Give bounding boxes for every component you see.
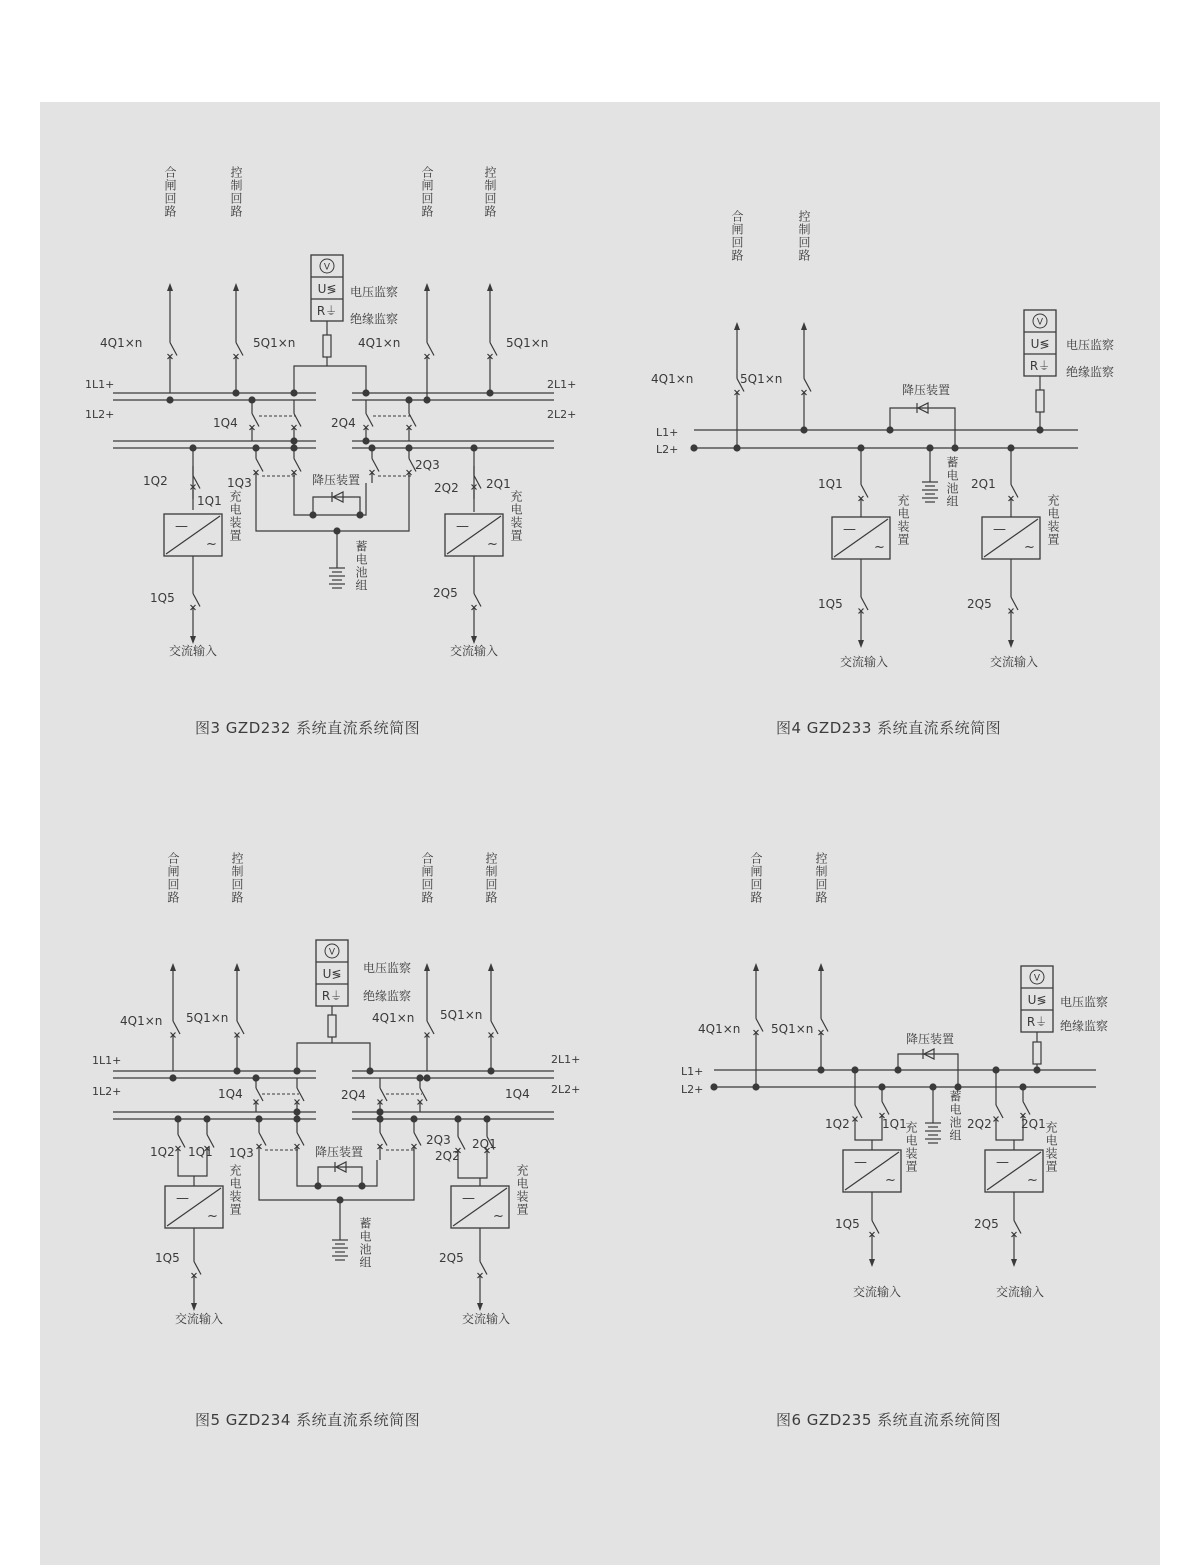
label: 2Q1 [1021, 1117, 1046, 1131]
arrow-up [818, 963, 824, 971]
vertical-label: 充电装置 [1044, 1121, 1058, 1173]
label: 1Q5 [150, 591, 175, 605]
fuse [1036, 390, 1044, 412]
label: 1Q3 [229, 1146, 254, 1160]
switch-blade [259, 1133, 266, 1146]
label: 2Q5 [433, 586, 458, 600]
label: 1Q3 [227, 476, 252, 490]
arrow-up [488, 963, 494, 971]
ac-symbol: ~ [206, 537, 217, 552]
label: L2+ [681, 1083, 704, 1096]
vertical-label: 控制回路 [229, 166, 243, 218]
vertical-label: 合闸回路 [166, 852, 180, 904]
voltmeter-letter: V [1033, 973, 1041, 984]
wire [855, 1130, 882, 1140]
figure-4-gzd233 [651, 209, 1114, 669]
label: 1Q4 [213, 416, 238, 430]
junction-dot [951, 444, 958, 451]
switch-blade [193, 594, 200, 607]
arrow-up [487, 283, 493, 291]
switch-blade [294, 459, 301, 472]
label: 绝缘监察 [1066, 365, 1115, 379]
insulation-meter-label: R⏚ [1026, 1015, 1048, 1029]
junction-dot [166, 396, 173, 403]
dc-symbol: — [176, 1191, 189, 1206]
vertical-label: 充电装置 [896, 494, 910, 546]
vertical-label: 合闸回路 [420, 166, 434, 218]
arrow-up [233, 283, 239, 291]
label: 4Q1×n [372, 1011, 415, 1025]
arrow-up [167, 283, 173, 291]
label: 绝缘监察 [1060, 1019, 1109, 1033]
junction-dot [189, 444, 196, 451]
label: 2Q2 [435, 1149, 460, 1163]
switch-blade [756, 1019, 763, 1032]
junction-dot [376, 1115, 383, 1122]
switch-blade [380, 1133, 387, 1146]
label: 交流输入 [461, 1312, 511, 1326]
switch-blade [480, 1262, 487, 1275]
label: 2Q3 [415, 458, 440, 472]
switch-blade [409, 414, 416, 427]
junction-dot [690, 444, 697, 451]
wire [259, 1160, 414, 1200]
label: 5Q1×n [771, 1022, 814, 1036]
label: 5Q1×n [506, 336, 549, 350]
ac-symbol: ~ [207, 1209, 218, 1224]
label: 1L1+ [85, 378, 115, 391]
switch-blade [855, 1105, 862, 1118]
wire [297, 1160, 377, 1186]
dc-symbol: — [462, 1191, 475, 1206]
label: 交流输入 [174, 1312, 224, 1326]
junction-dot [423, 396, 430, 403]
ac-symbol: ~ [493, 1209, 504, 1224]
arrow-up [424, 283, 430, 291]
switch-blade [490, 343, 497, 356]
figure-3-caption: 图3 GZD232 系统直流系统简图 [195, 719, 421, 737]
switch-blade [237, 1021, 244, 1034]
vertical-label: 蓄电池组 [945, 456, 959, 508]
label: 5Q1×n [253, 336, 296, 350]
label: 2Q5 [439, 1251, 464, 1265]
junction-dot [929, 1083, 936, 1090]
switch-blade [1023, 1102, 1030, 1115]
junction-dot [232, 389, 239, 396]
arrow-down [858, 640, 864, 648]
label: 降压装置 [312, 473, 361, 487]
junction-dot [405, 444, 412, 451]
label: 4Q1×n [100, 336, 143, 350]
switch-blade [1011, 597, 1018, 610]
figure-4-caption: 图4 GZD233 系统直流系统简图 [776, 719, 1002, 737]
label: 1Q5 [818, 597, 843, 611]
switch-blade [821, 1019, 828, 1032]
switch-blade [804, 379, 811, 392]
vertical-label: 充电装置 [228, 1164, 242, 1216]
figure-6-gzd235 [681, 851, 1108, 1299]
insulation-meter-label: R⏚ [321, 989, 343, 1003]
switch-blade [366, 414, 373, 427]
junction-dot [487, 1067, 494, 1074]
label: 2Q1 [472, 1137, 497, 1151]
figure-5-gzd234 [92, 851, 580, 1326]
junction-dot [309, 511, 316, 518]
junction-dot [233, 1067, 240, 1074]
arrow-up [753, 963, 759, 971]
label: 降压装置 [901, 383, 951, 397]
junction-dot [733, 444, 740, 451]
junction-dot [290, 389, 297, 396]
label: 5Q1×n [440, 1008, 483, 1022]
label: 4Q1×n [120, 1014, 163, 1028]
arrow-down [1011, 1259, 1017, 1267]
label: 交流输入 [449, 644, 499, 658]
switch-blade [414, 1133, 421, 1146]
label: 2Q5 [974, 1217, 999, 1231]
label: 交流输入 [995, 1285, 1045, 1299]
junction-dot [362, 389, 369, 396]
voltage-meter-label: U≶ [322, 967, 342, 981]
junction-dot [926, 444, 933, 451]
dc-symbol: — [456, 519, 469, 534]
switch-blade [861, 485, 868, 498]
ac-symbol: ~ [1024, 540, 1035, 555]
arrow-up [424, 963, 430, 971]
switch-blade [256, 1088, 263, 1101]
switch-blade [194, 1262, 201, 1275]
label: 2Q4 [341, 1088, 366, 1102]
dc-symbol: — [993, 522, 1006, 537]
junction-dot [800, 426, 807, 433]
label: 2Q2 [967, 1117, 992, 1131]
junction-dot [410, 1115, 417, 1122]
label: 2Q2 [434, 481, 459, 495]
label: 2Q1 [971, 477, 996, 491]
label: 1Q1 [818, 477, 843, 491]
arrow-down [190, 636, 196, 644]
arrow-up [734, 322, 740, 330]
vertical-label: 合闸回路 [163, 166, 177, 218]
ac-symbol: ~ [874, 540, 885, 555]
figure-3-gzd232 [85, 165, 576, 658]
label: 电压监察 [363, 961, 412, 975]
label: 1Q4 [505, 1087, 530, 1101]
vertical-label: 控制回路 [483, 166, 497, 218]
junction-dot [857, 444, 864, 451]
junction-dot [1036, 426, 1043, 433]
vertical-label: 控制回路 [814, 852, 828, 904]
ac-symbol: ~ [1027, 1173, 1038, 1188]
junction-dot [366, 1067, 373, 1074]
switch-blade [297, 1133, 304, 1146]
label: 交流输入 [839, 655, 889, 669]
vertical-label: 蓄电池组 [358, 1217, 372, 1269]
figure-5-caption: 图5 GZD234 系统直流系统简图 [195, 1411, 421, 1429]
label: 5Q1×n [186, 1011, 229, 1025]
junction-dot [376, 1108, 383, 1115]
label: 2Q4 [331, 416, 356, 430]
switch-blade [294, 414, 301, 427]
vertical-label: 合闸回路 [420, 852, 434, 904]
label: 1Q4 [218, 1087, 243, 1101]
junction-dot [293, 1115, 300, 1122]
figure-6-caption: 图6 GZD235 系统直流系统简图 [776, 1411, 1002, 1429]
label: L1+ [656, 426, 679, 439]
junction-dot [1033, 1066, 1040, 1073]
switch-blade [173, 1021, 180, 1034]
switch-blade [252, 414, 259, 427]
switch-blade [170, 343, 177, 356]
fuse [1033, 1042, 1041, 1064]
arrow-down [191, 1303, 197, 1311]
vertical-label: 充电装置 [228, 490, 242, 542]
switch-blade [427, 343, 434, 356]
junction-dot [248, 396, 255, 403]
label: L2+ [656, 443, 679, 456]
label: 2L2+ [547, 408, 577, 421]
insulation-meter-label: R⏚ [316, 304, 338, 318]
switch-blade [1011, 485, 1018, 498]
voltmeter-letter: V [323, 262, 331, 273]
junction-dot [333, 527, 340, 534]
switch-blade [1014, 1221, 1021, 1234]
switch-blade [256, 459, 263, 472]
vertical-label: 充电装置 [904, 1121, 918, 1173]
switch-blade [491, 1021, 498, 1034]
vertical-label: 充电装置 [1046, 494, 1060, 546]
label: 电压监察 [1066, 338, 1115, 352]
junction-dot [252, 444, 259, 451]
junction-dot [710, 1083, 717, 1090]
label: 4Q1×n [358, 336, 401, 350]
label: 交流输入 [168, 644, 218, 658]
junction-dot [358, 1182, 365, 1189]
switch-blade [872, 1221, 879, 1234]
arrow-down [869, 1259, 875, 1267]
label: 交流输入 [852, 1285, 902, 1299]
wire [178, 1164, 207, 1176]
voltmeter-letter: V [1036, 317, 1044, 328]
junction-dot [1007, 444, 1014, 451]
junction-dot [290, 437, 297, 444]
wire [996, 1130, 1023, 1140]
voltage-meter-label: U≶ [1027, 993, 1047, 1007]
wire [313, 497, 360, 515]
label: 1Q5 [155, 1251, 180, 1265]
vertical-label: 蓄电池组 [948, 1090, 962, 1142]
dc-symbol: — [175, 519, 188, 534]
label: 1Q1 [197, 494, 222, 508]
label: 绝缘监察 [363, 989, 412, 1003]
switch-blade [427, 1021, 434, 1034]
label: 电压监察 [350, 285, 399, 299]
wire [256, 483, 409, 531]
label: 2L2+ [551, 1083, 581, 1096]
vertical-label: 控制回路 [484, 852, 498, 904]
junction-dot [894, 1066, 901, 1073]
ac-symbol: ~ [885, 1173, 896, 1188]
voltage-meter-label: U≶ [317, 282, 337, 296]
switch-blade [882, 1102, 889, 1115]
arrow-down [477, 1303, 483, 1311]
junction-dot [470, 444, 477, 451]
arrow-up [170, 963, 176, 971]
dc-symbol: — [996, 1155, 1009, 1170]
voltage-meter-label: U≶ [1030, 337, 1050, 351]
label: 绝缘监察 [350, 312, 399, 326]
vertical-label: 蓄电池组 [354, 540, 368, 592]
junction-dot [314, 1182, 321, 1189]
switch-blade [458, 1137, 465, 1150]
insulation-meter-label: R⏚ [1029, 359, 1051, 373]
dc-symbol: — [854, 1155, 867, 1170]
label: 降压装置 [905, 1032, 955, 1046]
label: 1Q2 [143, 474, 168, 488]
vertical-label: 合闸回路 [730, 210, 744, 262]
fuse [323, 335, 331, 357]
junction-dot [336, 1196, 343, 1203]
label: 电压监察 [1060, 995, 1109, 1009]
vertical-label: 充电装置 [509, 490, 523, 542]
label: 5Q1×n [740, 372, 783, 386]
junction-dot [405, 396, 412, 403]
junction-dot [486, 389, 493, 396]
label: 2L1+ [547, 378, 577, 391]
switch-blade [372, 459, 379, 472]
label: 1Q5 [835, 1217, 860, 1231]
fuse [328, 1015, 336, 1037]
junction-dot [255, 1115, 262, 1122]
wire [294, 366, 366, 393]
label: 降压装置 [315, 1145, 364, 1159]
vertical-label: 合闸回路 [749, 852, 763, 904]
wire [294, 483, 366, 515]
arrow-down [1008, 640, 1014, 648]
label: 1L2+ [92, 1085, 122, 1098]
junction-dot [752, 1083, 759, 1090]
label: 1Q2 [150, 1145, 175, 1159]
label: 1L1+ [92, 1054, 122, 1067]
junction-dot [293, 1067, 300, 1074]
arrow-up [801, 322, 807, 330]
vertical-label: 控制回路 [230, 852, 244, 904]
label: 2L1+ [551, 1053, 581, 1066]
wire [318, 1167, 362, 1186]
arrow-down [471, 636, 477, 644]
junction-dot [423, 1074, 430, 1081]
label: L1+ [681, 1065, 704, 1078]
label: 2Q3 [426, 1133, 451, 1147]
vertical-label: 充电装置 [515, 1164, 529, 1216]
switch-blade [178, 1135, 185, 1148]
junction-dot [356, 511, 363, 518]
label: 2Q5 [967, 597, 992, 611]
switch-blade [996, 1105, 1003, 1118]
label: 1Q1 [882, 1117, 907, 1131]
switch-blade [236, 343, 243, 356]
vertical-label: 控制回路 [797, 210, 811, 262]
junction-dot [362, 437, 369, 444]
junction-dot [169, 1074, 176, 1081]
junction-dot [416, 1074, 423, 1081]
switch-blade [380, 1088, 387, 1101]
wire [458, 1168, 487, 1178]
label: 2Q1 [486, 477, 511, 491]
junction-dot [886, 426, 893, 433]
label: 1Q2 [825, 1117, 850, 1131]
label: 4Q1×n [651, 372, 694, 386]
arrow-up [234, 963, 240, 971]
wire [890, 408, 955, 448]
label: 1Q1 [188, 1145, 213, 1159]
junction-dot [368, 444, 375, 451]
junction-dot [293, 1108, 300, 1115]
switch-blade [861, 597, 868, 610]
label: 1L2+ [85, 408, 115, 421]
ac-symbol: ~ [487, 537, 498, 552]
switch-blade [474, 594, 481, 607]
junction-dot [290, 444, 297, 451]
label: 4Q1×n [698, 1022, 741, 1036]
label: 交流输入 [989, 655, 1039, 669]
dc-symbol: — [843, 522, 856, 537]
junction-dot [817, 1066, 824, 1073]
junction-dot [252, 1074, 259, 1081]
voltmeter-letter: V [328, 947, 336, 958]
wire [297, 1043, 370, 1071]
